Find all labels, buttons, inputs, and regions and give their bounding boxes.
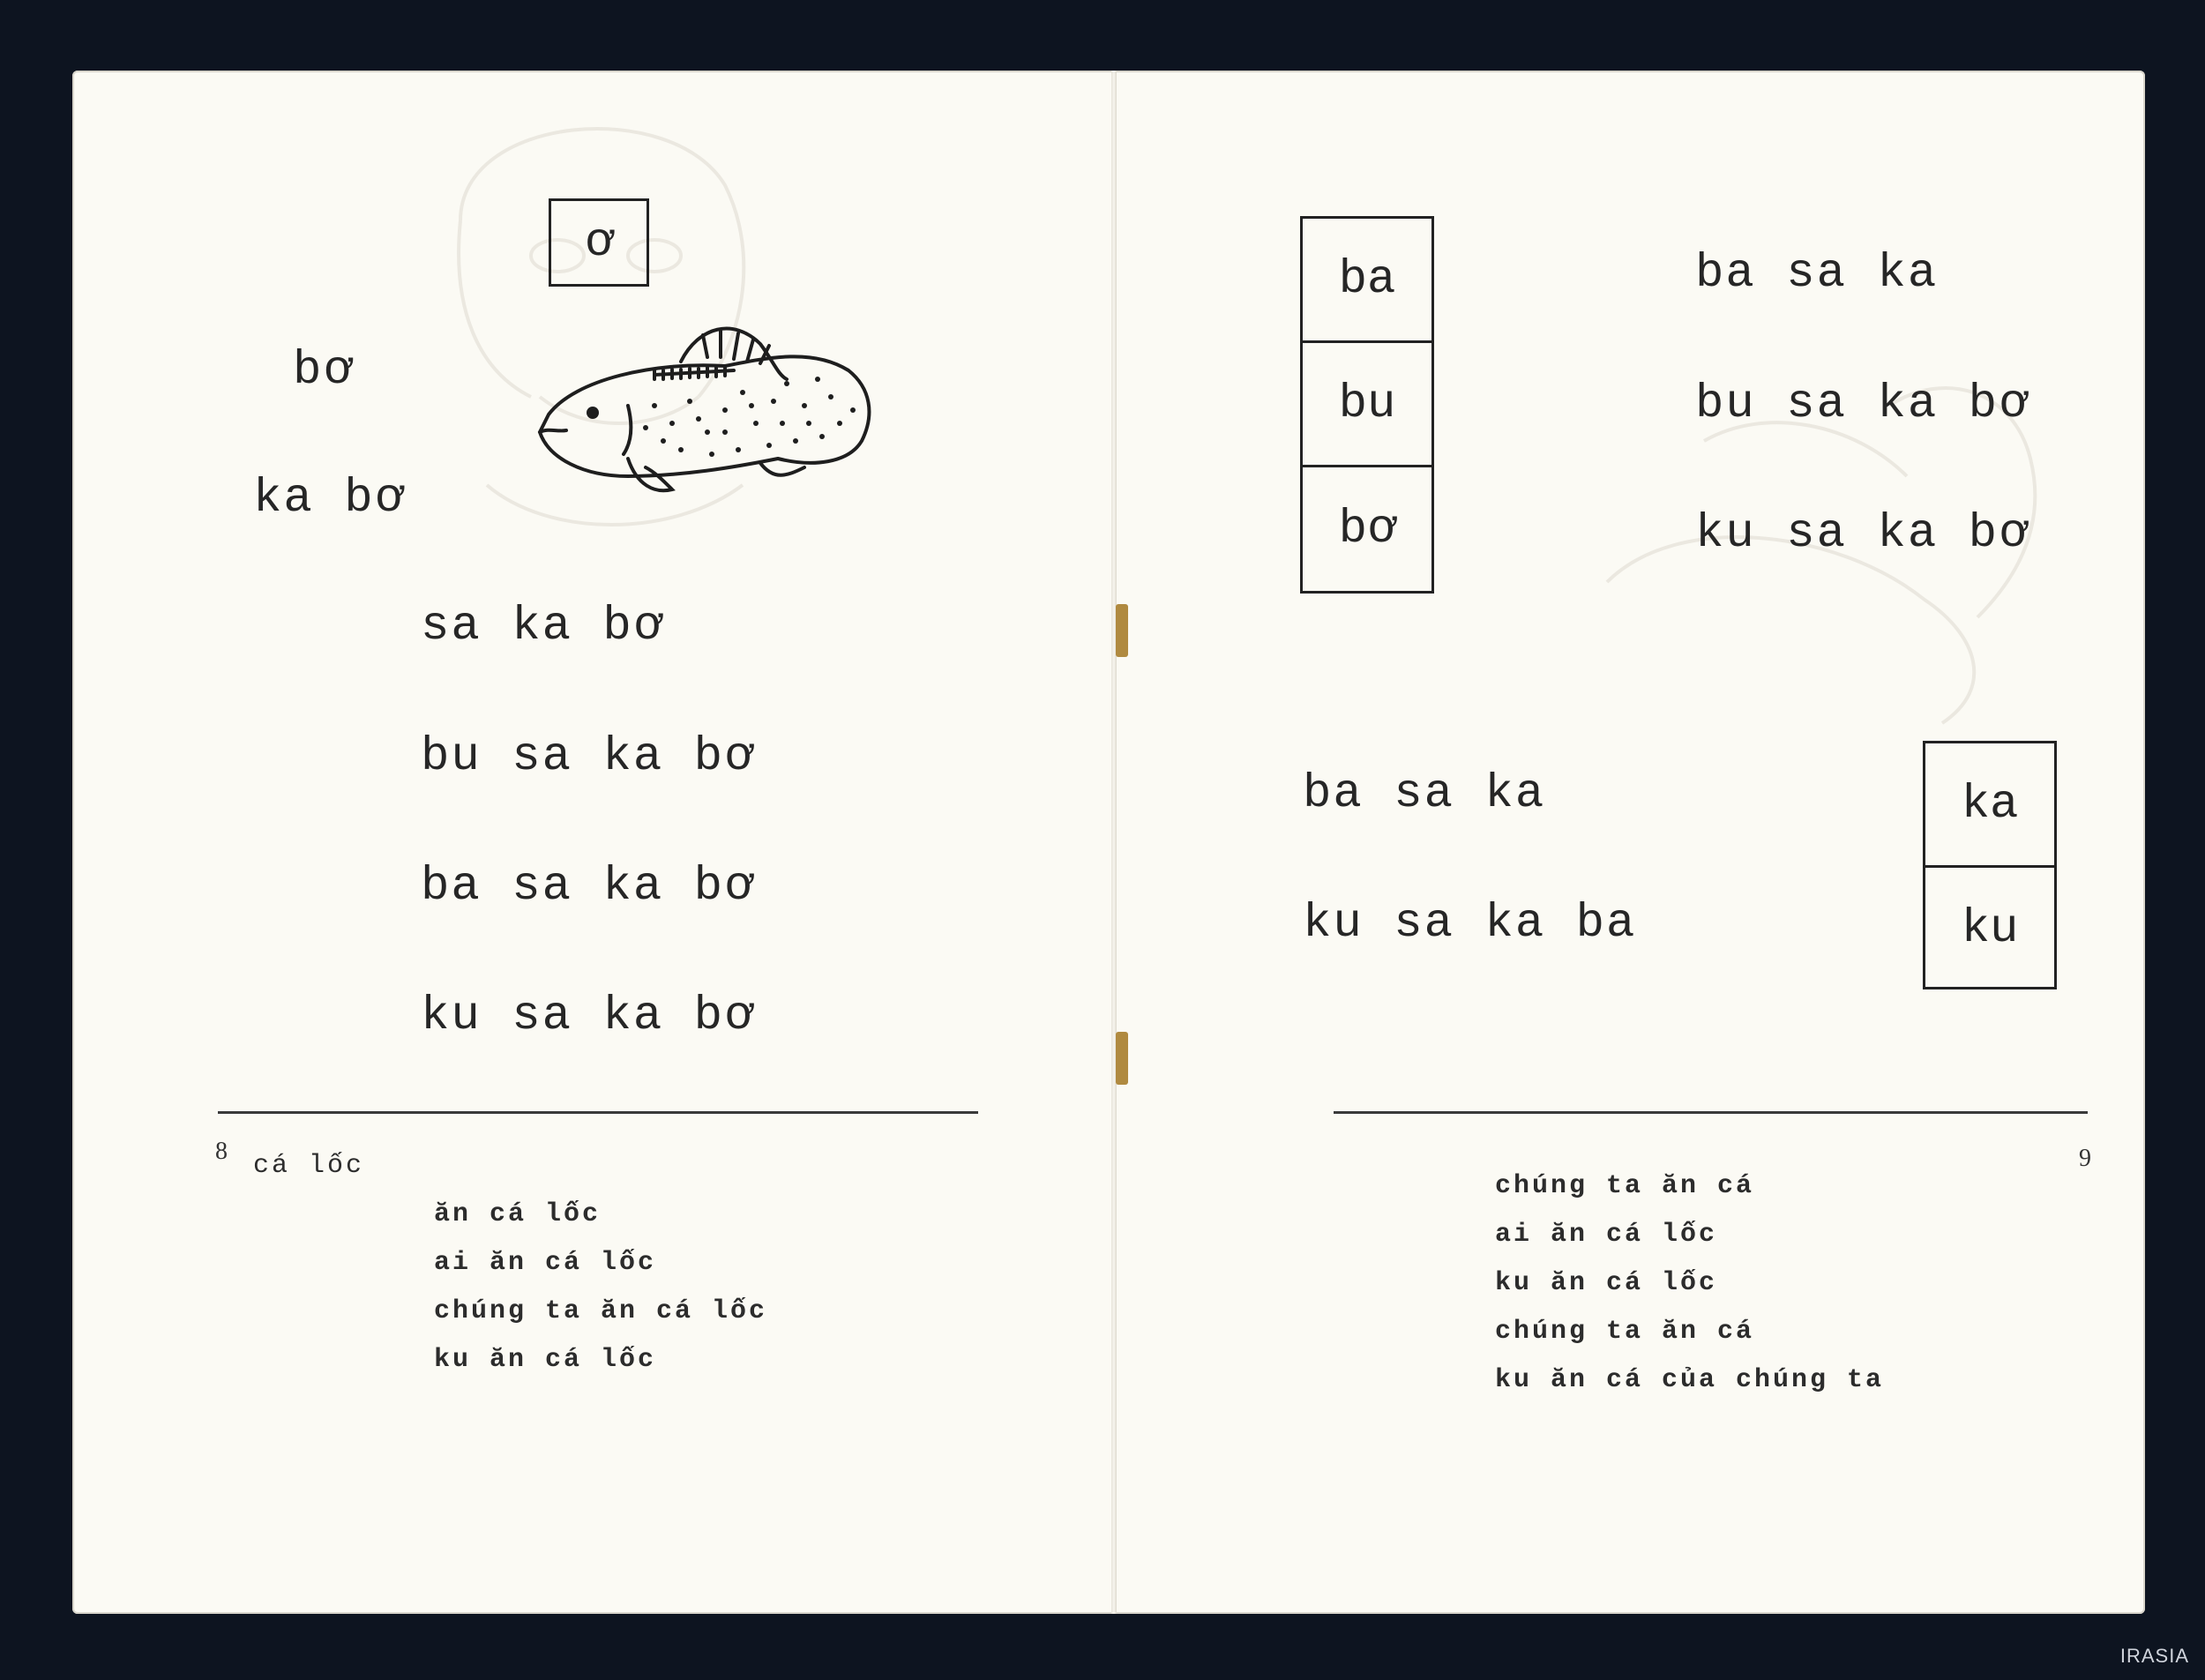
poem-line-4: ku ăn cá lốc xyxy=(434,1345,657,1375)
syllable-stack-top xyxy=(1300,216,1434,594)
stack-cell: ka xyxy=(1925,743,2054,868)
word-ka-bo: ka bơ xyxy=(253,472,406,526)
line-2: bu sa ka bơ xyxy=(421,730,755,784)
poem-line-2: ai ăn cá lốc xyxy=(434,1248,657,1278)
right-line-2: bu sa ka bơ xyxy=(1695,377,2029,431)
page-number-right: 9 xyxy=(2079,1145,2091,1172)
stack-cell: ku xyxy=(1961,901,2019,956)
line-3: ba sa ka bơ xyxy=(421,860,755,914)
line-1: sa ka bơ xyxy=(421,600,664,653)
right-page xyxy=(1113,71,2145,1614)
divider-rule xyxy=(1334,1111,2088,1114)
divider-rule xyxy=(218,1111,978,1114)
stack-cell: ba xyxy=(1303,219,1431,343)
syllable-stack-bottom xyxy=(1923,741,2057,989)
watermark: IRASIA xyxy=(2119,1645,2189,1667)
poem-line-1: chúng ta ăn cá xyxy=(1495,1171,1755,1201)
letter-box-text: ơ xyxy=(584,215,614,270)
word-bo: bơ xyxy=(293,344,354,398)
right-line-4: ba sa ka xyxy=(1303,767,1546,821)
right-line-1: ba sa ka xyxy=(1695,247,1939,301)
booklet-spread xyxy=(72,71,2145,1614)
caption-title: cá lốc xyxy=(253,1151,365,1181)
left-page xyxy=(72,71,1113,1614)
letter-box xyxy=(549,198,649,287)
stack-cell: bu xyxy=(1303,343,1431,467)
stack-cell: bơ xyxy=(1338,502,1396,556)
poem-line-2: ai ăn cá lốc xyxy=(1495,1220,1718,1250)
poem-line-5: ku ăn cá của chúng ta xyxy=(1495,1365,1885,1395)
right-line-3: ku sa ka bơ xyxy=(1695,507,2029,561)
poem-line-3: ku ăn cá lốc xyxy=(1495,1268,1718,1298)
fish-icon xyxy=(522,309,910,511)
right-line-5: ku sa ka ba xyxy=(1303,897,1637,951)
page-number-left: 8 xyxy=(215,1138,228,1165)
poem-line-1: ăn cá lốc xyxy=(434,1199,602,1229)
poem-line-3: chúng ta ăn cá lốc xyxy=(434,1296,768,1326)
line-4: ku sa ka bơ xyxy=(421,989,755,1043)
poem-line-4: chúng ta ăn cá xyxy=(1495,1317,1755,1347)
